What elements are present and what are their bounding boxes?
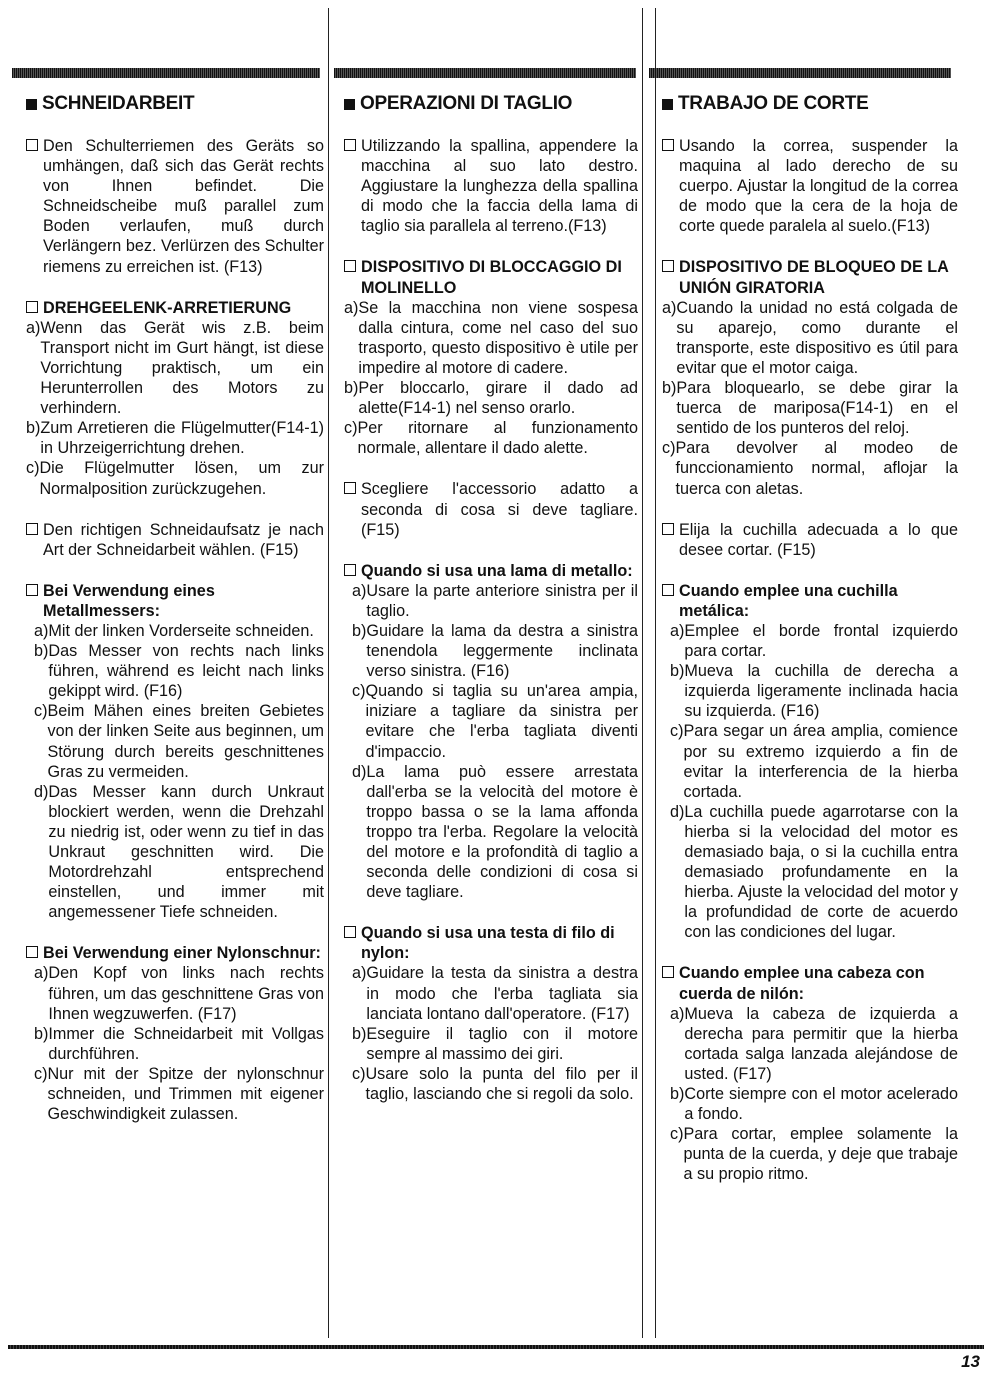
intro-text: Den Schulterriemen des Geräts so umhängen, daß sich das Gerät rechts von Ihnen befindet. Die Schneidscheibe muß parallel zum Boden verlaufen, muß durch Verlängern bez. Verlürzen des Schulter riemens zu erreichen ist. (F13) (43, 137, 324, 276)
item-label: b) (26, 419, 41, 438)
nylon-section (26, 943, 324, 1124)
item-label: c) (352, 1064, 366, 1083)
item-label: a) (34, 621, 49, 640)
item-text: Beim Mähen eines breiten Gebietes von der linken Seite aus beginnen, um Störung durch bereits geschnittenes Gras zu vermeiden. (47, 702, 324, 781)
checkbox-bullet-icon (344, 482, 356, 494)
nylon-items (344, 963, 638, 1104)
item-text: Cuando la unidad no está colgada de su aparejo, como durante el transporte, este dispositivo es útil para evitar que el motor caiga. (676, 298, 958, 377)
list-item (34, 641, 324, 701)
choose-text: Den richtigen Schneidaufsatz je nach Art der Schneidarbeit wählen. (F15) (43, 520, 324, 559)
nylon-title (662, 963, 958, 1003)
item-text: Mit der linken Vorderseite schneiden. (48, 621, 314, 640)
item-text: Emplee el borde frontal izquierdo para cortar. (684, 621, 958, 661)
metal-title (26, 581, 324, 621)
list-item (670, 1004, 958, 1084)
item-text: Para cortar, emplee solamente la punta de la cuerda, y deje que trabaje a su propio ritmo. (683, 1125, 958, 1184)
choose-body (361, 479, 638, 539)
item-text: Usare solo la punta del filo per il taglio, lasciando che si regoli da solo. (365, 1064, 638, 1104)
header-rule (12, 68, 320, 78)
list-item (670, 1084, 958, 1124)
nylon-title-text: Bei Verwendung einer Nylonschnur: (43, 944, 321, 963)
list-item (26, 458, 324, 498)
list-item (344, 418, 638, 458)
item-text: Guidare la testa da sinistra a destra in modo che l'erba tagliata sia lanciata lontano dall'operatore. (F17) (366, 964, 638, 1023)
intro-paragraph (662, 136, 958, 236)
metal-title-text: Bei Verwendung eines Metallmessers: (43, 581, 215, 620)
item-label: a) (670, 1004, 685, 1023)
checkbox-bullet-icon (26, 139, 38, 151)
metal-title (344, 561, 638, 581)
lock-title (344, 257, 638, 297)
item-text: Mueva la cuchilla de derecha a izquierda ligeramente inclinada hacia su izquierda. (F16) (684, 662, 958, 721)
section-heading-text: TRABAJO DE CORTE (678, 93, 869, 114)
item-label: d) (34, 782, 49, 801)
lock-items (344, 298, 638, 459)
item-text: Per ritornare al funzionamento normale, allentare il dado alette. (357, 419, 638, 458)
checkbox-bullet-icon (662, 523, 674, 535)
list-item (352, 681, 638, 761)
nylon-title-text: Cuando emplee una cabeza con cuerda de nilón: (679, 964, 925, 1003)
item-text: Usare la parte anteriore sinistra per il taglio. (366, 581, 638, 620)
checkbox-bullet-icon (344, 139, 356, 151)
list-item (662, 298, 958, 378)
list-item (670, 721, 958, 801)
nylon-items (662, 1004, 958, 1185)
list-item (670, 621, 958, 661)
item-text: Nur mit der Spitze der nylonschnur schneiden, und Trimmen mit eigener Geschwindigkeit zulassen. (47, 1064, 324, 1124)
item-text: Das Messer von rechts nach links führen, während es leicht nach links gekippt wird. (F16) (48, 642, 324, 701)
list-item (352, 1024, 638, 1064)
item-label: a) (352, 964, 367, 983)
checkbox-bullet-icon (662, 966, 674, 978)
intro-body (361, 136, 638, 236)
column-divider (642, 8, 643, 1338)
item-label: c) (344, 419, 358, 438)
metal-section (344, 561, 638, 903)
choose-paragraph (26, 520, 324, 560)
header-rule (334, 68, 636, 78)
item-label: c) (34, 1064, 48, 1083)
nylon-section (662, 963, 958, 1184)
column-divider (328, 8, 329, 1338)
item-text: Quando si taglia su un'area ampia, iniziare a tagliare da sinistra per evitare che l'erba tagliata diventi d'impaccio. (365, 682, 638, 761)
checkbox-bullet-icon (26, 523, 38, 535)
footer-rule (8, 1345, 984, 1349)
list-item (34, 1064, 324, 1124)
list-item (352, 963, 638, 1023)
nylon-title-text: Quando si usa una testa di filo di nylon: (361, 924, 615, 963)
lock-title (26, 298, 324, 318)
lock-section (26, 298, 324, 499)
item-text: Per bloccarlo, girare il dado ad alette(F14-1) nel senso orarlo. (358, 379, 638, 418)
intro-body (43, 136, 324, 277)
checkbox-bullet-icon (344, 564, 356, 576)
nylon-title (26, 943, 324, 963)
intro-paragraph (26, 136, 324, 277)
item-label: c) (670, 1125, 684, 1144)
list-item (352, 581, 638, 621)
metal-title-text: Cuando emplee una cuchilla metálica: (679, 581, 898, 620)
item-text: Wenn das Gerät wis z.B. beim Transport nicht im Gurt hängt, ist diese Vorrichtung praktisch, um ein Herunterrollen des Motors zu verhindern. (40, 318, 324, 418)
intro-text: Utilizzando la spallina, appendere la macchina al suo lato destro. Aggiustare la lunghezza della spallina di modo che la faccia della lama di taglio sia parallela al terreno.(F13) (361, 137, 638, 236)
choose-body (43, 520, 324, 560)
item-text: Die Flügelmutter lösen, um zur Normalposition zurückzugehen. (39, 459, 324, 498)
section-heading (26, 92, 324, 116)
item-text: Immer die Schneidarbeit mit Vollgas durchführen. (48, 1024, 324, 1063)
choose-paragraph (662, 520, 958, 560)
column-spanish (662, 92, 958, 1206)
item-label: c) (662, 439, 676, 458)
item-text: Se la macchina non viene sospesa dalla cintura, come nel caso del suo trasporto, questo dispositivo è utile per impedire al motore di cadere. (358, 298, 638, 377)
list-item (26, 418, 324, 458)
metal-items (662, 621, 958, 943)
section-heading (662, 92, 958, 116)
choose-body (679, 520, 958, 560)
item-text: La lama può essere arrestata dall'erba se la velocità del motore è troppo bassa o se la lama affonda troppo tra l'erba. Regolare la velocità del motore e la profondità di taglio a seconda delle condizioni di cosa si deve tagliare. (366, 762, 638, 902)
metal-items (26, 621, 324, 922)
filled-square-icon (26, 99, 37, 110)
item-label: a) (352, 581, 367, 600)
checkbox-bullet-icon (344, 260, 356, 272)
list-item (670, 1124, 958, 1184)
page-number: 13 (961, 1352, 980, 1371)
list-item (662, 378, 958, 438)
checkbox-bullet-icon (26, 584, 38, 596)
intro-paragraph (344, 136, 638, 236)
choose-text: Elija la cuchilla adecuada a lo que desee cortar. (F15) (679, 520, 958, 559)
list-item (34, 782, 324, 923)
list-item (352, 621, 638, 681)
item-label: c) (34, 702, 48, 721)
lock-title (662, 257, 958, 297)
lock-title-text: DISPOSITIVO DI BLOCCAGGIO DI MOLINELLO (361, 258, 622, 297)
section-heading (344, 92, 638, 116)
lock-section (662, 257, 958, 498)
list-item (662, 438, 958, 498)
list-item (34, 1024, 324, 1064)
item-label: b) (34, 642, 49, 661)
list-item (670, 802, 958, 943)
metal-items (344, 581, 638, 903)
metal-section (26, 581, 324, 923)
item-label: d) (670, 802, 685, 821)
intro-body (679, 136, 958, 236)
item-text: Den Kopf von links nach rechts führen, um das geschnittene Gras von Ihnen wegzuwerfen. (F17) (48, 964, 324, 1023)
list-item (352, 762, 638, 903)
lock-items (26, 318, 324, 499)
metal-section (662, 581, 958, 943)
item-label: c) (352, 682, 366, 701)
list-item (34, 621, 324, 641)
item-text: Para bloquearlo, se debe girar la tuerca de mariposa(F14-1) en el sentido de los punteros del reloj. (676, 379, 958, 438)
item-label: a) (662, 298, 677, 317)
checkbox-bullet-icon (26, 946, 38, 958)
list-item (344, 378, 638, 418)
item-text: Guidare la lama da destra a sinistra tenendola leggermente inclinata verso sinistra. (F16) (366, 621, 638, 681)
item-text: Das Messer kann durch Unkraut blockiert werden, wenn die Drehzahl zu niedrig ist, oder wenn zu tief in das Unkraut geschnitten wird. Die Motordrehzahl entsprechend einstellen, und immer mit angemessener Tiefe schneiden. (48, 782, 324, 922)
column-divider (655, 8, 656, 1338)
item-text: La cuchilla puede agarrotarse con la hierba si la velocidad del motor es demasiado baja, o si la cuchilla entra demasiado profundamente en la hierba. Ajuste la velocidad del motor y la profundidad de corte de acuerdo con las condiciones del lugar. (684, 802, 958, 942)
checkbox-bullet-icon (344, 926, 356, 938)
item-text: Zum Arretieren die Flügelmutter(F14-1) in Uhrzeigerrichtung drehen. (40, 419, 324, 458)
nylon-title (344, 923, 638, 963)
item-label: b) (662, 379, 677, 398)
item-label: b) (352, 1024, 367, 1043)
list-item (670, 661, 958, 721)
choose-paragraph (344, 479, 638, 539)
item-text: Para segar un área amplia, comience por su extremo izquierdo a fin de evitar la interferencia de la hierba cortada. (683, 722, 958, 801)
list-item (352, 1064, 638, 1104)
filled-square-icon (662, 99, 673, 110)
metal-title-text: Quando si usa una lama di metallo: (361, 561, 633, 580)
column-italian (344, 92, 638, 1125)
list-item (344, 298, 638, 378)
item-text: Corte siempre con el motor acelerado a fondo. (684, 1085, 958, 1124)
item-label: b) (352, 621, 367, 640)
checkbox-bullet-icon (662, 260, 674, 272)
item-label: a) (26, 318, 41, 337)
nylon-section (344, 923, 638, 1104)
checkbox-bullet-icon (662, 584, 674, 596)
item-label: d) (352, 762, 367, 781)
list-item (34, 963, 324, 1023)
lock-title-text: DREHGEELENK-ARRETIERUNG (43, 298, 292, 317)
nylon-items (26, 963, 324, 1124)
item-text: Para devolver al modeo de funccionamiento normal, aflojar la tuerca con aletas. (675, 439, 958, 498)
item-text: Eseguire il taglio con il motore sempre al massimo dei giri. (366, 1024, 638, 1063)
checkbox-bullet-icon (26, 301, 38, 313)
lock-section (344, 257, 638, 458)
item-label: b) (34, 1024, 49, 1043)
item-label: a) (344, 298, 359, 317)
choose-text: Scegliere l'accessorio adatto a seconda di cosa si deve tagliare. (F15) (361, 480, 638, 539)
section-heading-text: OPERAZIONI DI TAGLIO (360, 93, 573, 114)
column-german (26, 92, 324, 1145)
item-label: b) (670, 1085, 685, 1104)
filled-square-icon (344, 99, 355, 110)
list-item (26, 318, 324, 418)
metal-title (662, 581, 958, 621)
item-label: a) (34, 964, 49, 983)
list-item (34, 701, 324, 781)
item-label: b) (670, 662, 685, 681)
lock-title-text: DISPOSITIVO DE BLOQUEO DE LA UNIÓN GIRATORIA (679, 258, 949, 297)
item-label: c) (26, 459, 40, 478)
item-label: c) (670, 722, 684, 741)
intro-text: Usando la correa, suspender la maquina al lado derecho de su cuerpo. Ajustar la longitud de la correa de modo que la cera de la hoja de corte quede paralela al suelo.(F13) (679, 137, 958, 236)
header-rule (649, 68, 951, 78)
checkbox-bullet-icon (662, 139, 674, 151)
item-label: b) (344, 379, 359, 398)
item-label: a) (670, 621, 685, 640)
section-heading-text: SCHNEIDARBEIT (42, 93, 195, 114)
lock-items (662, 298, 958, 499)
item-text: Mueva la cabeza de izquierda a derecha para permitir que la hierba cortada salga lanzada alejándose de usted. (F17) (684, 1004, 958, 1083)
